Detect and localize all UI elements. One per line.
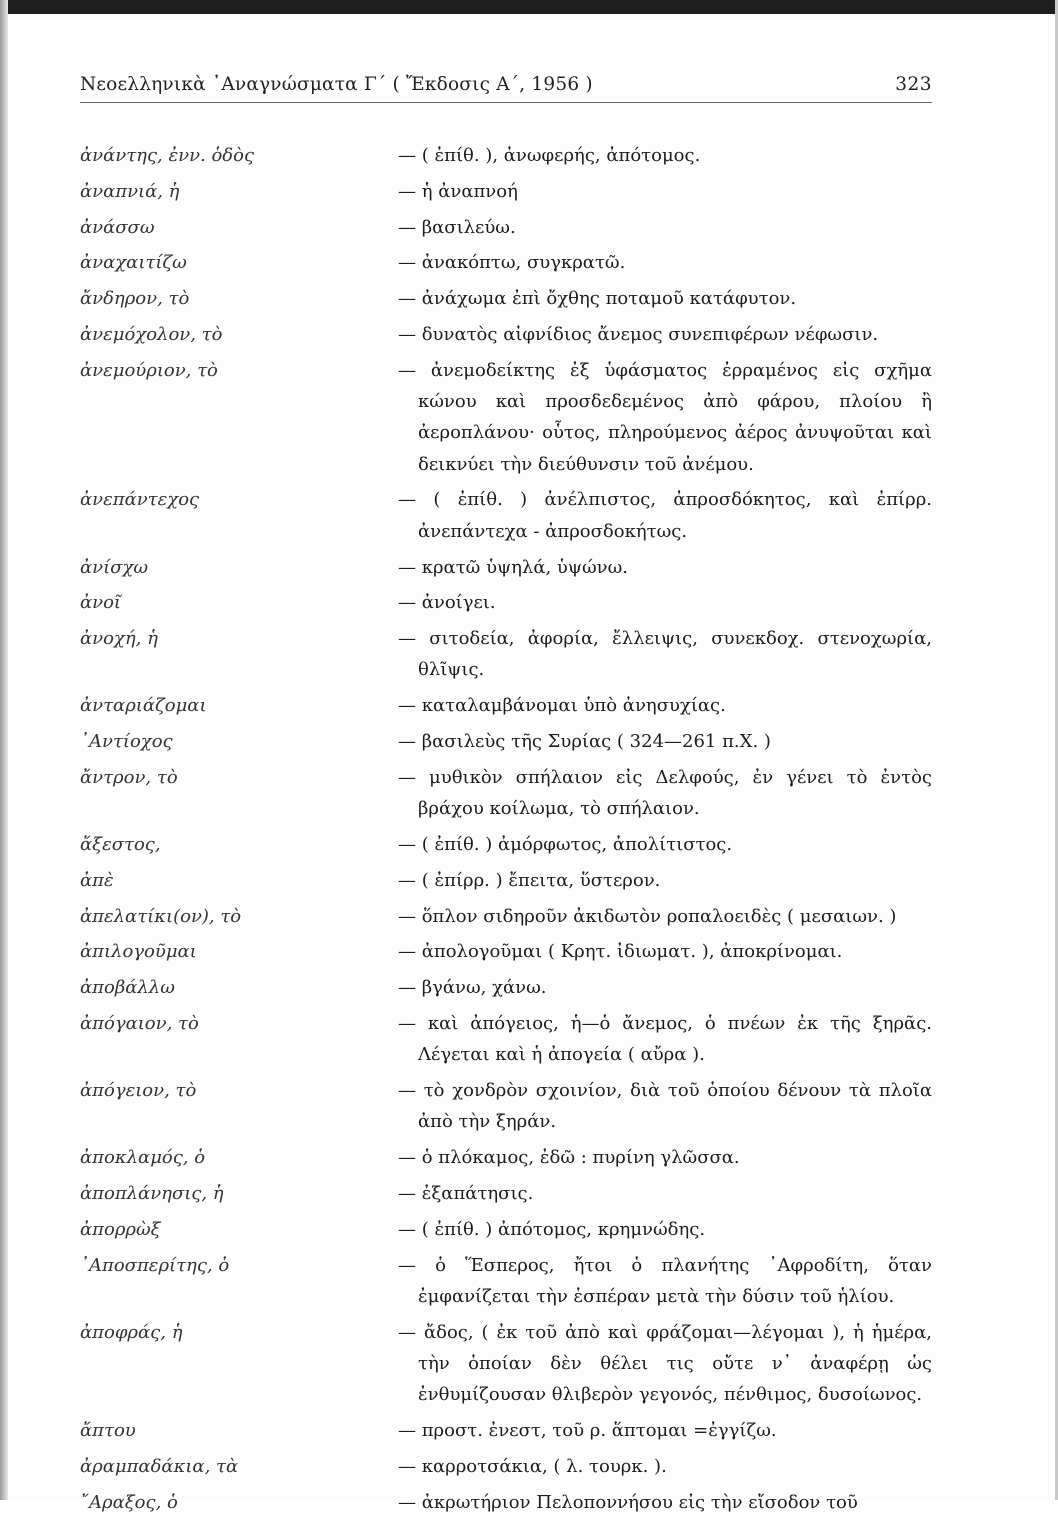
glossary-entry [80, 1317, 932, 1411]
glossary-term: ἀνίσχω [80, 556, 149, 578]
glossary-entry [80, 726, 932, 757]
glossary-term: ἀνάσσω [80, 216, 155, 238]
glossary-definition: — ἄδος, ( ἐκ τοῦ ἀπὸ καὶ φράζομαι—λέγομαι ), ἡ ἡμέρα, τὴν ὁποίαν δὲν θέλει τις οὔτε ν᾿ ἀναφέρῃ ὡς ἐνθυμίζουσαν θλιβερὸν γεγονός, πένθιμος, δυσοίωνος. [398, 1321, 932, 1406]
glossary-term: ἀναχαιτίζω [80, 252, 187, 274]
glossary-definition: — ( ἐπίθ. ) ἀνέλπιστος, ἀπροσδόκητος, καὶ ἐπίρρ. ἀνεπάντεχα - ἀπροσδοκήτως. [398, 489, 932, 542]
glossary-entry [80, 690, 932, 721]
running-header [80, 72, 932, 103]
glossary-term: ἄξεστος, [80, 833, 161, 855]
glossary-entry [80, 247, 932, 278]
glossary-definition: — ( ἐπίθ. ) ἀπότομος, κρημνώδης. [398, 1218, 706, 1240]
running-header-title: Νεοελληνικὰ ᾿Αναγνώσματα Γ΄ ( Ἔκδοσις Α΄, 1956 ) [80, 74, 593, 95]
glossary-entry [80, 140, 932, 171]
glossary-term: ᾿Αντίοχος [80, 731, 173, 753]
glossary-entry [80, 212, 932, 243]
glossary-entry [80, 176, 932, 207]
glossary-term: ἄπτου [80, 1419, 136, 1441]
glossary-entry [80, 1250, 932, 1313]
scan-edge-left [0, 0, 8, 1500]
glossary-definition: — ἐξαπάτησις. [398, 1182, 534, 1204]
glossary-term: ἄντρον, τὸ [80, 766, 178, 788]
glossary-definition: — βασιλεύω. [398, 216, 516, 238]
glossary-entry [80, 1415, 932, 1446]
glossary-definition: — κρατῶ ὑψηλά, ὑψώνω. [398, 556, 628, 578]
glossary [80, 140, 932, 1522]
glossary-definition: — ἀκρωτήριον Πελοποννήσου εἰς τὴν εἴσοδον τοῦ [398, 1491, 858, 1513]
page-number: 323 [895, 74, 932, 95]
glossary-term: ἀναπνιά, ἡ [80, 180, 180, 202]
glossary-term: ἀπιλογοῦμαι [80, 941, 197, 963]
glossary-definition: — ( ἐπίθ. ), ἀνωφερής, ἀπότομος. [398, 145, 701, 166]
glossary-term: ἀπελατίκι(ον), τὸ [80, 905, 242, 927]
glossary-definition: — ὁ Ἕσπερος, ἤτοι ὁ πλανήτης ᾿Αφροδίτη, ὅταν ἐμφανίζεται τὴν ἑσπέραν μετὰ τὴν δύσιν τοῦ ἡλίου. [398, 1254, 932, 1307]
glossary-entry [80, 865, 932, 896]
glossary-definition: — ἡ ἀναπνοή [398, 180, 518, 202]
glossary-term: ἀνοχή, ἡ [80, 628, 158, 650]
glossary-term: ἀνεπάντεχος [80, 489, 200, 511]
glossary-entry [80, 936, 932, 967]
glossary-definition: — δυνατὸς αἰφνίδιος ἄνεμος συνεπιφέρων νέφωσιν. [398, 323, 879, 345]
glossary-entry [80, 762, 932, 825]
glossary-entry [80, 623, 932, 686]
glossary-entry [80, 972, 932, 1003]
glossary-entry [80, 587, 932, 618]
scan-edge-top [0, 0, 1058, 14]
glossary-definition: — ἀπολογοῦμαι ( Κρητ. ἰδιωματ. ), ἀποκρίνομαι. [398, 941, 843, 963]
glossary-term: ἀνταριάζομαι [80, 695, 207, 717]
glossary-term: ἀραμπαδάκια, τὰ [80, 1455, 239, 1477]
glossary-term: ἄνδηρον, τὸ [80, 288, 190, 310]
glossary-entry [80, 283, 932, 314]
glossary-definition: — ὅπλον σιδηροῦν ἀκιδωτὸν ροπαλοειδὲς ( μεσαιων. ) [398, 905, 897, 927]
glossary-term: ἀποκλαμός, ὁ [80, 1147, 206, 1169]
glossary-term: ἀπορρὼξ [80, 1218, 161, 1240]
glossary-term: ἀνάντης, ἐνν. ὁδὸς [80, 145, 255, 166]
glossary-definition: — καὶ ἀπόγειος, ἡ—ὁ ἄνεμος, ὁ πνέων ἐκ τῆς ξηρᾶς. Λέγεται καὶ ἡ ἀπογεία ( αὔρα ). [398, 1012, 932, 1066]
glossary-term: ἀπὲ [80, 869, 114, 891]
glossary-term: ἀνοῖ [80, 592, 121, 614]
glossary-term: ἀνεμόχολον, τὸ [80, 323, 223, 345]
glossary-entry [80, 319, 932, 350]
glossary-definition: — προστ. ἐνεστ, τοῦ ρ. ἅπτομαι =ἐγγίζω. [398, 1419, 777, 1441]
glossary-definition: — ὁ πλόκαμος, ἐδῶ : πυρίνη γλῶσσα. [398, 1147, 740, 1169]
glossary-definition: — ἀνάχωμα ἐπὶ ὄχθης ποταμοῦ κατάφυτον. [398, 288, 797, 310]
glossary-entry [80, 1142, 932, 1173]
glossary-entry [80, 1008, 932, 1071]
glossary-definition: — ( ἐπίθ. ) ἀμόρφωτος, ἀπολίτιστος. [398, 833, 733, 855]
glossary-term: ἀποβάλλω [80, 977, 175, 999]
glossary-definition: — ἀνοίγει. [398, 592, 496, 614]
glossary-term: ἀποπλάνησις, ἡ [80, 1182, 224, 1204]
glossary-term: ᾿Αποσπερίτης, ὁ [80, 1254, 230, 1276]
glossary-entry [80, 552, 932, 583]
glossary-definition: — ἀνεμοδείκτης ἐξ ὑφάσματος ἐρραμένος εἰς σχῆμα κώνου καὶ προσδεδεμένος ἀπὸ φάρου, πλοίου ἢ ἀεροπλάνου· οὗτος, πληρούμενος ἀέρος ἀνυψοῦται καὶ δεικνύει τὴν διεύθυνσιν τοῦ ἀνέμου. [398, 359, 932, 475]
glossary-definition: — σιτοδεία, ἀφορία, ἔλλειψις, συνεκδοχ. στενοχωρία, θλῖψις. [398, 628, 932, 681]
glossary-entry [80, 1487, 932, 1518]
glossary-entry [80, 1178, 932, 1209]
glossary-definition: — βγάνω, χάνω. [398, 977, 547, 999]
glossary-definition: — καταλαμβάνομαι ὑπὸ ἀνησυχίας. [398, 695, 726, 717]
glossary-entry [80, 355, 932, 480]
glossary-term: ἀπόγειον, τὸ [80, 1080, 197, 1102]
glossary-definition: — βασιλεὺς τῆς Συρίας ( 324—261 π.Χ. ) [398, 731, 771, 753]
glossary-entry [80, 484, 932, 547]
glossary-definition: — μυθικὸν σπήλαιον εἰς Δελφούς, ἐν γένει τὸ ἐντὸς βράχου κοίλωμα, τὸ σπήλαιον. [398, 766, 932, 820]
glossary-entry [80, 1451, 932, 1482]
glossary-definition: — τὸ χονδρὸν σχοινίον, διὰ τοῦ ὁποίου δένουν τὰ πλοῖα ἀπὸ τὴν ξηράν. [398, 1080, 932, 1133]
glossary-definition: — ἀνακόπτω, συγκρατῶ. [398, 252, 626, 274]
glossary-term: ῎Αραξος, ὁ [80, 1491, 178, 1513]
glossary-entry [80, 1214, 932, 1245]
glossary-entry [80, 829, 932, 860]
glossary-definition: — καρροτσάκια, ( λ. τουρκ. ). [398, 1455, 667, 1477]
glossary-term: ἀνεμούριον, τὸ [80, 359, 218, 381]
glossary-term: ἀπόγαιον, τὸ [80, 1012, 199, 1034]
glossary-definition: — ( ἐπίρρ. ) ἔπειτα, ὕστερον. [398, 869, 661, 891]
glossary-entry [80, 901, 932, 932]
glossary-term: ἀποφράς, ἡ [80, 1321, 183, 1343]
glossary-entry [80, 1075, 932, 1138]
